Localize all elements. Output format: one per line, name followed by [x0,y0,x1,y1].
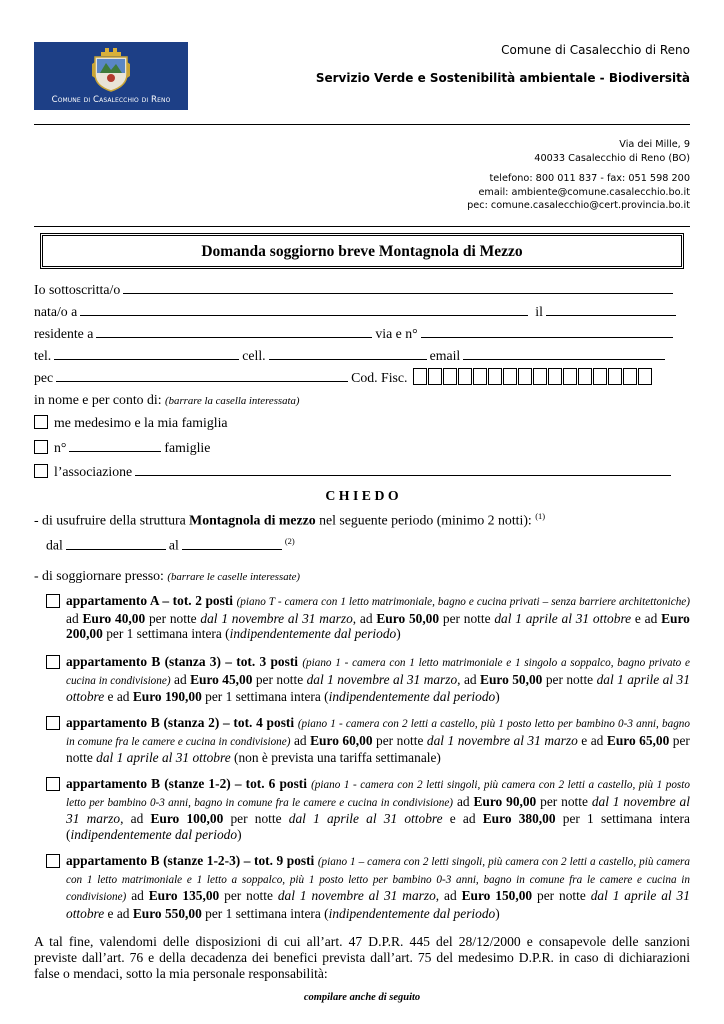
apartment-text: per notte [442,610,491,626]
apartment-text: ) [495,905,500,921]
apartment-text: , ad [352,610,373,626]
price-summer: Euro 50,00 [480,671,543,687]
apartment-text: ) [396,626,401,641]
input-cell[interactable] [269,348,427,360]
footer-note: compilare anche di seguito [303,992,421,1003]
period-winter: dal 1 novembre al 31 marzo [306,671,458,687]
dal-al-row [46,536,690,554]
codfisc-boxes[interactable] [413,368,653,389]
address-block [534,138,690,165]
apartment-b-2 [46,715,690,766]
apartment-desc: (piano 1 – camera con 2 letti singoli, più camera con 2 letti a castello, più camera con 1 letto matrimoniale e 1 letto a soppalco, più 1 posto letto per bambino 0-3 anni, bagno in comune fra le camere e cucina in condivisione) [66,856,690,903]
apartment-text: ad [131,888,144,903]
closing-paragraph: A tal fine, valendomi delle disposizioni di cui all’art. 47 D.P.R. 445 del 28/12/2000 e consapevole delle sanzioni previste dall’art. 76 e della decadenza dei benefici prevista dall’art. 75 del medesimo D.P.R. in caso di dichiarazioni false o mendaci, sotto la mia personale responsabilità: [34,934,690,981]
contacts-block [467,172,690,213]
label-tel: tel. [34,348,52,363]
label-soggiornare: - di soggiornare presso: [34,568,164,583]
usufruire-post: nel seguente periodo (minimo 2 notti): [319,512,532,528]
apartment-name: appartamento B (stanza 2) – tot. 4 posti [66,715,295,730]
input-email[interactable] [463,348,665,360]
price-week: Euro 550,00 [132,905,202,921]
field-row-name [34,282,690,298]
apartment-text: e ad [107,905,130,921]
input-num-famiglie[interactable] [69,440,161,452]
period-winter: dal 1 novembre al 31 marzo [277,888,436,903]
period-summer: dal 1 aprile al 31 ottobre [288,811,443,826]
apartment-text: ad [293,732,307,748]
apartment-text: per 1 settimana intera ( [205,689,329,704]
label-residente: residente a [34,326,94,341]
period-winter: dal 1 novembre al 31 marzo [426,732,578,748]
input-dal[interactable] [66,538,166,550]
apartment-text: ) [237,826,242,842]
period-any: indipendentemente dal periodo [328,905,496,921]
logo-caption: Comune di Casalecchio di Reno [51,95,171,105]
checkbox-apartment-a[interactable] [46,594,60,608]
apartment-text: , ad [120,811,144,826]
form-title-box [40,233,684,269]
address-city: 40033 Casalecchio di Reno (BO) [534,152,690,164]
apartment-text: per notte [66,732,690,765]
price-summer: Euro 150,00 [461,888,533,903]
price-week: Euro 380,00 [482,811,556,826]
option-n-label: n° [54,440,67,455]
option-famiglie-label: famiglie [164,440,211,455]
price-week: Euro 200,00 [66,610,690,641]
input-pec[interactable] [56,370,348,382]
apartment-text: per notte [540,793,588,809]
field-row-residence [34,326,690,342]
input-birthplace[interactable] [80,304,528,316]
price-winter: Euro 40,00 [82,610,146,626]
input-street[interactable] [421,326,673,338]
option-associazione-label: l’associazione [54,464,133,479]
apartment-desc: (piano 1 - camera con 2 letti singoli, più camera con 2 letti a castello, più 1 posto letto per bambino 0-3 anni, bagno in comune fra le camere e cucina in condivisione) [66,779,690,809]
apartment-text: , ad [457,671,477,687]
price-week: Euro 190,00 [132,689,202,704]
apartment-text: e ad [449,811,476,826]
label-sottoscritto: Io sottoscritta/o [34,282,121,297]
field-row-pec [34,368,690,389]
chiedo-heading: C H I E D O [325,488,399,503]
usufruire-struttura: Montagnola di mezzo [189,512,316,528]
contact-phone: telefono: 800 011 837 - fax: 051 598 200 [489,173,690,184]
apartment-desc: (piano 1 - camera con 2 letti a castello, più 1 posto letto per bambino 0-3 anni, bagno in comune fra le camere e cucina in condivisione) [66,718,690,748]
field-row-birth [34,304,690,320]
period-summer: dal 1 aprile al 31 ottobre [66,888,690,921]
apartment-text: per notte [537,888,586,903]
municipality-logo [34,42,188,110]
label-al: al [168,537,179,553]
address-divider [34,226,690,227]
soggiornare-row [34,568,690,584]
period-winter: dal 1 novembre al 31 marzo [66,793,690,826]
coat-of-arms-icon [92,48,130,92]
input-residence[interactable] [96,326,372,338]
apartment-text: ) [495,689,500,704]
checkbox-famiglie[interactable] [34,440,48,454]
contact-email: email: ambiente@comune.casalecchio.bo.it [478,186,690,198]
label-codfisc: Cod. Fisc. [351,370,408,385]
period-any: indipendentemente dal periodo [328,689,496,704]
usufruire-row [34,511,690,529]
price-winter: Euro 90,00 [473,793,537,809]
period-summer: dal 1 aprile al 31 ottobre [66,671,690,704]
header-comune: Comune di Casalecchio di Reno [501,43,690,57]
hint-soggiornare: (barrare le caselle interessate) [167,571,300,583]
note-1: (1) [535,511,546,521]
apartment-text: per 1 settimana intera ( [205,905,329,921]
apartment-text: e ad [107,689,130,704]
option-famiglia-label: me medesimo e la mia famiglia [54,415,228,430]
header-divider [34,124,690,125]
apartment-text: ad [66,610,79,626]
input-birthdate[interactable] [546,304,676,316]
period-summer: dal 1 aprile al 31 ottobre [494,610,632,626]
apartment-text: per 1 settimana intera ( [106,626,230,641]
apartment-text: ad [456,793,470,809]
apartment-text: (non è prevista una tariffa settimanale) [234,750,441,765]
apartment-text: per notte [255,671,304,687]
checkbox-associazione[interactable] [34,464,48,478]
checkbox-apartment-b-2[interactable] [46,716,60,730]
option-row-associazione [34,464,690,480]
price-winter: Euro 45,00 [190,671,253,687]
apartment-b-3 [46,654,690,705]
apartment-text: per notte [230,811,282,826]
apartment-name: appartamento A – tot. 2 posti [66,593,233,608]
option-row-famiglia [34,415,690,431]
option-row-famiglie [34,440,690,456]
usufruire-pre: - di usufruire della struttura [34,512,186,528]
label-cell: cell. [242,348,266,363]
apartment-b-1-2-3 [46,853,690,921]
apartment-text: ad [174,671,187,687]
label-pec: pec [34,370,54,385]
apartment-text: per notte [545,671,594,687]
per-conto-row [34,392,690,408]
period-any: indipendentemente dal periodo [70,826,238,842]
label-email: email [429,348,461,363]
input-associazione[interactable] [135,464,671,476]
label-per-conto: in nome e per conto di: [34,392,162,407]
apartment-text: e ad [581,732,604,748]
apartment-b-1-2 [46,776,690,842]
label-nato: nata/o a [34,304,78,319]
note-2: (2) [284,536,295,546]
checkbox-famiglia[interactable] [34,415,48,429]
price-summer: Euro 50,00 [376,610,440,626]
contact-pec: pec: comune.casalecchio@cert.provincia.bo.it [467,200,690,211]
period-any: indipendentemente dal periodo [229,626,397,641]
input-name[interactable] [123,282,673,294]
apartment-text: per notte [376,732,424,748]
period-summer: dal 1 aprile al 31 ottobre [96,750,231,765]
field-row-contacts [34,348,690,364]
apartment-text: e ad [634,610,658,626]
header-servizio: Servizio Verde e Sostenibilità ambientale - Biodiversità [315,71,690,85]
price-winter: Euro 60,00 [310,732,373,748]
price-winter: Euro 135,00 [148,888,220,903]
apartment-desc: (piano T - camera con 1 letto matrimoniale, bagno e cucina privati – senza barriere architettoniche) [236,596,690,608]
apartment-a [46,593,690,642]
price-summer: Euro 65,00 [606,732,670,748]
label-il: il [535,304,543,319]
checkbox-apartment-b-3[interactable] [46,655,60,669]
input-al[interactable] [182,538,282,550]
label-dal: dal [46,537,63,553]
period-winter: dal 1 novembre al 31 marzo [200,610,353,626]
apartment-text: per notte [224,888,273,903]
price-summer: Euro 100,00 [150,811,224,826]
address-street: Via dei Mille, 9 [619,139,690,150]
apartment-text: , ad [435,888,457,903]
checkbox-apartment-b-1-2[interactable] [46,777,60,791]
label-via: via e n° [375,326,418,341]
checkbox-apartment-b-1-2-3[interactable] [46,854,60,868]
apartment-name: appartamento B (stanza 3) – tot. 3 posti [66,654,299,669]
input-tel[interactable] [54,348,239,360]
apartment-desc: (piano 1 - camera con 1 letto matrimoniale e 1 singolo a soppalco, bagno privato e cucina in condivisione) [66,657,690,687]
apartment-name: appartamento B (stanze 1-2-3) – tot. 9 posti [66,853,315,868]
apartment-name: appartamento B (stanze 1-2) – tot. 6 posti [66,776,307,791]
form-title: Domanda soggiorno breve Montagnola di Mezzo [201,243,523,260]
hint-per-conto: (barrare la casella interessata) [165,395,300,407]
apartment-text: per 1 settimana intera ( [66,811,690,842]
apartment-text: per notte [148,610,197,626]
